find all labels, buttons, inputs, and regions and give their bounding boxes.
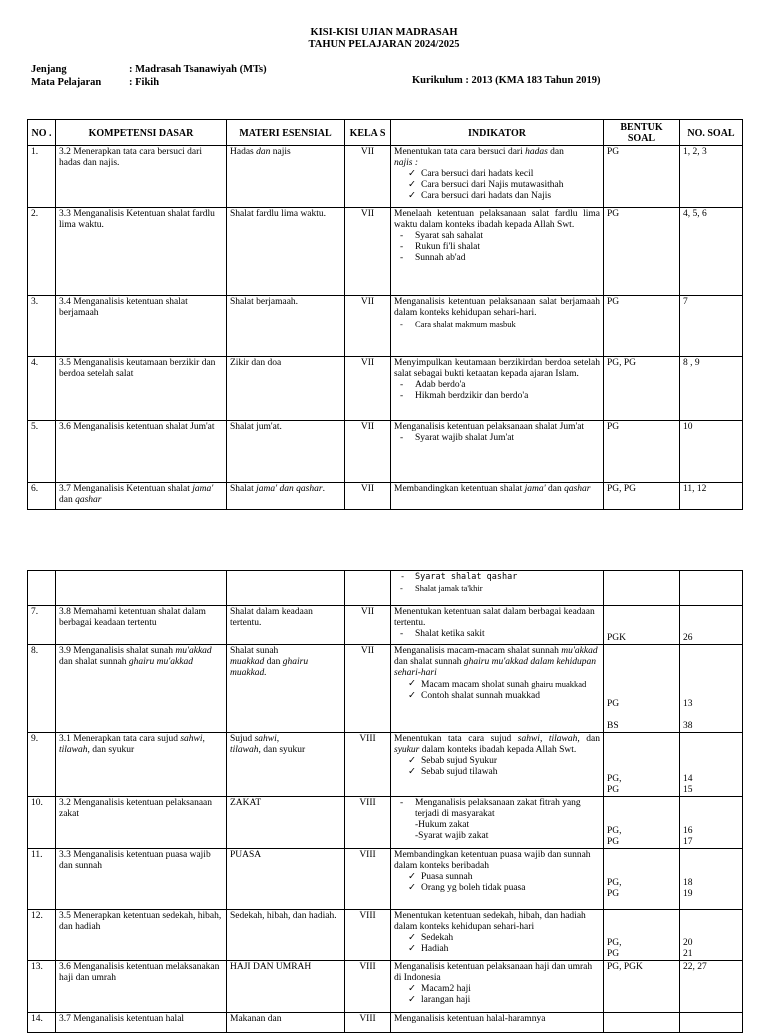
materi-text: dan — [266, 657, 281, 667]
cell-indikator — [391, 797, 604, 849]
bentuk-value: PG, — [607, 826, 622, 836]
indikator-text: qashar — [564, 484, 591, 494]
cell-materi: Makanan dan — [227, 1013, 345, 1033]
bentuk-value: BS — [607, 721, 619, 731]
kd-text: jama' — [192, 484, 214, 494]
kd-text: qashar — [75, 495, 102, 505]
list-item: ✓ Sebab sujud Syukur — [408, 756, 600, 767]
nosoal-value: 13 — [683, 699, 693, 709]
cell-indikator — [391, 961, 604, 1013]
table-row — [28, 1013, 743, 1033]
kd-text: , dan syukur — [87, 745, 135, 755]
indikator-text: hadas — [525, 147, 548, 157]
indikator-text: , — [539, 734, 543, 744]
kisi-table-page2 — [27, 570, 743, 1033]
list-item: - Sunnah ab'ad — [400, 253, 600, 264]
cell-nosoal — [680, 733, 743, 797]
sub-item: -Syarat wajib zakat — [415, 831, 489, 841]
cell-nosoal: 11, 12 — [680, 483, 743, 510]
bentuk-value: PG — [607, 889, 620, 899]
cell-no: 11. — [28, 849, 56, 910]
cell-no: 1. — [28, 146, 56, 208]
col-kompetensi-dasar: KOMPETENSI DASAR — [56, 120, 227, 146]
kd-text: sahwi — [180, 734, 203, 744]
cell-nosoal — [680, 849, 743, 910]
cell-indikator — [391, 849, 604, 910]
cell-kelas: VII — [345, 296, 391, 357]
indikator-text: Menentukan ketentuan sedekah, hibah, dan hadiah dalam konteks kehidupan sehari-hari — [394, 911, 586, 932]
cell-kd — [56, 733, 227, 797]
indikator-text: Menganalisis ketentuan pelaksanaan haji dan umrah di Indonesia — [394, 962, 593, 983]
cell-nosoal: 26 — [680, 606, 743, 645]
bentuk-value: PG, — [607, 878, 622, 888]
cell-materi: PUASA — [227, 849, 345, 910]
nosoal-value: 16 — [683, 826, 693, 836]
materi-text: , — [276, 734, 280, 744]
nosoal-value: 21 — [683, 949, 693, 959]
list-item: ✓ Cara bersuci dari hadats dan Najis — [408, 191, 600, 202]
cell-no: 13. — [28, 961, 56, 1013]
indikator-text: sahwi — [517, 734, 540, 744]
cell-materi — [227, 146, 345, 208]
cell-nosoal: 1, 2, 3 — [680, 146, 743, 208]
materi-text: . — [322, 484, 325, 494]
cell-materi: Shalat fardlu lima waktu. — [227, 208, 345, 296]
cell-bentuk: PG, PG — [604, 357, 680, 421]
materi-text: najis — [272, 147, 291, 157]
cell-kelas: VII — [345, 208, 391, 296]
cell-kelas: VII — [345, 606, 391, 645]
list-item: ✓ Sedekah — [408, 933, 600, 944]
kd-text: ghairu mu'akkad — [128, 657, 193, 667]
indikator-text: dalam konteks ibadah kepada Allah Swt. — [421, 745, 577, 755]
materi-text: Hadas — [230, 147, 254, 157]
bentuk-value: PG — [607, 837, 620, 847]
table-row — [28, 421, 743, 483]
cell-bentuk: PG — [604, 208, 680, 296]
cell-kd: 3.3 Menganalisis ketentuan puasa wajib dan sunnah — [56, 849, 227, 910]
table-header-row — [28, 120, 743, 146]
table-row — [28, 571, 743, 606]
indikator-list — [394, 169, 600, 202]
indikator-text: Membandingkan ketentuan puasa wajib dan sunnah dalam konteks beribadah — [394, 850, 591, 871]
cell-kd: 3.8 Memahami ketentuan shalat dalam berbagai keadaan tertentu — [56, 606, 227, 645]
cell-bentuk — [604, 733, 680, 797]
bentuk-value: PG, — [607, 774, 622, 784]
indikator-text: , dan — [577, 734, 601, 744]
indikator-text: Menganalisis ketentuan pelaksanaan salat berjamaah dalam konteks kehidupan sehari-hari. — [394, 297, 600, 318]
cell-indikator — [391, 421, 604, 483]
list-item: - Syarat shalat qashar — [400, 572, 600, 583]
indikator-text: syukur — [394, 745, 420, 755]
list-item: - Syarat sah sahalat — [400, 231, 600, 242]
nosoal-value: 15 — [683, 785, 693, 795]
list-item: ✓ Contoh shalat sunnah muakkad — [408, 691, 600, 702]
cell-bentuk: PG — [604, 296, 680, 357]
table-row — [28, 606, 743, 645]
list-item: ✓ Sebab sujud tilawah — [408, 767, 600, 778]
cell-no — [28, 571, 56, 606]
nosoal-value: 38 — [683, 721, 693, 731]
jenjang-label: Jenjang — [31, 64, 67, 75]
cell-no: 5. — [28, 421, 56, 483]
table-row — [28, 357, 743, 421]
materi-text: muakkad — [230, 657, 265, 667]
cell-nosoal: 8 , 9 — [680, 357, 743, 421]
cell-nosoal — [680, 645, 743, 733]
cell-bentuk — [604, 849, 680, 910]
indikator-text: Menentukan tata cara sujud — [394, 734, 512, 744]
cell-indikator — [391, 606, 604, 645]
list-item-text: ghairu muakkad — [531, 679, 587, 689]
cell-nosoal: 4, 5, 6 — [680, 208, 743, 296]
list-item: - Menganalisis pelaksanaan zakat fitrah yang terjadi di masyarakat — [400, 798, 600, 820]
cell-materi — [227, 483, 345, 510]
cell-kelas: VII — [345, 357, 391, 421]
col-kelas: KELA S — [345, 120, 391, 146]
list-item — [408, 679, 600, 691]
materi-text: dan — [256, 147, 271, 157]
list-item: ✓ Cara bersuci dari hadats kecil — [408, 169, 600, 180]
cell-materi — [227, 645, 345, 733]
cell-indikator — [391, 208, 604, 296]
indikator-text: najis : — [394, 158, 419, 168]
cell-indikator: Menganalisis ketentuan halal-haramnya — [391, 1013, 604, 1033]
col-no-soal: NO. SOAL — [680, 120, 743, 146]
nosoal-value: 19 — [683, 889, 693, 899]
cell-nosoal — [680, 1013, 743, 1033]
indikator-list — [394, 629, 600, 640]
indikator-text: Menyimpulkan keutamaan berzikirdan berdoa setelah salat sebagai bukti ketaatan kepada ajaran Islam. — [394, 358, 600, 379]
kd-text: , — [202, 734, 205, 744]
list-item: - Hikmah berdzikir dan berdo'a — [400, 391, 600, 402]
cell-no: 12. — [28, 910, 56, 961]
document-subtitle: TAHUN PELAJARAN 2024/2025 — [308, 39, 460, 50]
col-bentuk-soal: BENTUK SOAL — [604, 120, 680, 146]
indikator-list — [394, 756, 600, 778]
cell-materi: HAJI DAN UMRAH — [227, 961, 345, 1013]
mapel-label: Mata Pelajaran — [31, 77, 102, 88]
indikator-text: jama' — [524, 484, 546, 494]
cell-kelas: VII — [345, 421, 391, 483]
kisi-table-page1 — [27, 119, 743, 510]
table-row — [28, 483, 743, 510]
indikator-list — [394, 319, 600, 330]
cell-materi: Shalat dalam keadaan tertentu. — [227, 606, 345, 645]
indikator-list — [394, 433, 600, 444]
cell-nosoal: 10 — [680, 421, 743, 483]
indikator-text: dan — [550, 147, 564, 157]
table-row — [28, 849, 743, 910]
list-item: ✓ larangan haji — [408, 995, 600, 1006]
table-row — [28, 910, 743, 961]
cell-bentuk — [604, 645, 680, 733]
kurikulum-label: Kurikulum : 2013 (KMA 183 Tahun 2019) — [412, 75, 601, 86]
table-row — [28, 146, 743, 208]
cell-bentuk — [604, 910, 680, 961]
materi-text: Shalat sunah — [230, 646, 279, 656]
indikator-list — [394, 231, 600, 264]
nosoal-value: 17 — [683, 837, 693, 847]
kd-text: dan — [59, 495, 73, 505]
cell-indikator — [391, 296, 604, 357]
table-row — [28, 296, 743, 357]
cell-nosoal — [680, 797, 743, 849]
meta-left — [31, 63, 267, 89]
cell-kelas: VIII — [345, 961, 391, 1013]
cell-bentuk: PGK — [604, 606, 680, 645]
cell-nosoal: 7 — [680, 296, 743, 357]
indikator-text: tilawah — [548, 734, 578, 744]
cell-kd: 3.6 Menganalisis ketentuan melaksanakan haji dan umrah — [56, 961, 227, 1013]
col-indikator: INDIKATOR — [391, 120, 604, 146]
table-row — [28, 961, 743, 1013]
bentuk-value: PG — [607, 949, 620, 959]
cell-kd: 3.2 Menganalisis ketentuan pelaksanaan zakat — [56, 797, 227, 849]
bentuk-value: PG, — [607, 938, 622, 948]
cell-bentuk — [604, 571, 680, 606]
materi-text: jama' dan qashar — [256, 484, 323, 494]
list-item: - Shalat jamak ta'khir — [400, 583, 600, 594]
table-row — [28, 645, 743, 733]
cell-kelas: VII — [345, 483, 391, 510]
sub-item: -Hukum zakat — [415, 820, 470, 830]
cell-no: 2. — [28, 208, 56, 296]
cell-bentuk: PG, PG — [604, 483, 680, 510]
cell-kelas: VIII — [345, 797, 391, 849]
kd-text: 3.2 Menerapkan tata cara bersuci dari hadas dan najis. — [59, 147, 202, 168]
indikator-text: Menganalisis ketentuan pelaksanaan shalat Jum'at — [394, 422, 585, 432]
cell-indikator — [391, 146, 604, 208]
kd-text: 3.1 Menerapkan tata cara sujud — [59, 734, 178, 744]
kd-text: dan shalat sunnah — [59, 657, 127, 667]
col-materi-esensial: MATERI ESENSIAL — [227, 120, 345, 146]
cell-indikator — [391, 910, 604, 961]
indikator-text: Menentukan ketentuan salat dalam berbagai keadaan tertentu. — [394, 607, 595, 628]
cell-nosoal — [680, 571, 743, 606]
table-row — [28, 208, 743, 296]
cell-kd: 3.3 Menganalisis Ketentuan shalat fardlu lima waktu. — [56, 208, 227, 296]
list-item: ✓ Hadiah — [408, 944, 600, 955]
indikator-list — [394, 679, 600, 702]
cell-no: 14. — [28, 1013, 56, 1033]
materi-text: ghairu muakkad. — [230, 657, 309, 678]
indikator-list — [394, 572, 600, 594]
cell-no: 9. — [28, 733, 56, 797]
indikator-list — [394, 798, 600, 820]
list-item: - Syarat wajib shalat Jum'at — [400, 433, 600, 444]
indikator-text: Menelaah ketentuan pelaksanaan salat fardlu lima waktu dalam konteks ibadah kepada Allah Swt. — [394, 209, 600, 230]
indikator-text: Membandingkan ketentuan shalat — [394, 484, 523, 494]
cell-materi: Shalat jum'at. — [227, 421, 345, 483]
mapel-value: : Fikih — [129, 77, 160, 88]
cell-no: 10. — [28, 797, 56, 849]
cell-indikator — [391, 645, 604, 733]
cell-kelas: VIII — [345, 733, 391, 797]
cell-bentuk: PG — [604, 421, 680, 483]
kd-text: 3.9 Menganalisis shalat sunah — [59, 646, 173, 656]
cell-materi — [227, 733, 345, 797]
cell-materi: Shalat berjamaah. — [227, 296, 345, 357]
cell-indikator — [391, 483, 604, 510]
list-item: ✓ Puasa sunnah — [408, 872, 600, 883]
list-item: - Adab berdo'a — [400, 380, 600, 391]
cell-materi: Zikir dan doa — [227, 357, 345, 421]
list-item: - Shalat ketika sakit — [400, 629, 600, 640]
list-item: ✓ Orang yg boleh tidak puasa — [408, 883, 600, 894]
list-item: - Rukun fi'li shalat — [400, 242, 600, 253]
list-item: ✓ Macam2 haji — [408, 984, 600, 995]
cell-kd: 3.4 Menganalisis ketentuan shalat berjamaah — [56, 296, 227, 357]
materi-text: , dan syukur — [258, 745, 306, 755]
cell-kd: 3.5 Menganalisis keutamaan berzikir dan berdoa setelah salat — [56, 357, 227, 421]
list-item: ✓ Cara bersuci dari Najis mutawasithah — [408, 180, 600, 191]
cell-kd — [56, 645, 227, 733]
indikator-list — [394, 380, 600, 402]
kd-text: tilawah — [59, 745, 88, 755]
cell-kd — [56, 483, 227, 510]
cell-kd: 3.6 Menganalisis ketentuan shalat Jum'at — [56, 421, 227, 483]
kd-text: 3.7 Menganalisis Ketentuan shalat — [59, 484, 190, 494]
cell-no: 3. — [28, 296, 56, 357]
cell-materi: Sedekah, hibah, dan hadiah. — [227, 910, 345, 961]
cell-kelas: VIII — [345, 910, 391, 961]
cell-indikator — [391, 733, 604, 797]
materi-text: Sujud — [230, 734, 253, 744]
document-title-block — [0, 27, 768, 51]
table-row — [28, 733, 743, 797]
cell-materi — [227, 571, 345, 606]
list-item: - Cara shalat makmum masbuk — [400, 319, 600, 330]
cell-bentuk: PG — [604, 146, 680, 208]
cell-no: 7. — [28, 606, 56, 645]
cell-indikator — [391, 571, 604, 606]
cell-no: 8. — [28, 645, 56, 733]
indikator-text: Menganalisis macam-macam shalat sunnah — [394, 646, 559, 656]
cell-kd — [56, 571, 227, 606]
cell-bentuk — [604, 1013, 680, 1033]
cell-kelas — [345, 571, 391, 606]
bentuk-value: PG — [607, 785, 620, 795]
cell-bentuk: PG, PGK — [604, 961, 680, 1013]
list-item-text: Macam macam sholat sunah — [421, 680, 529, 690]
cell-kd: 3.7 Menganalisis ketentuan halal — [56, 1013, 227, 1033]
cell-materi: ZAKAT — [227, 797, 345, 849]
cell-no: 4. — [28, 357, 56, 421]
nosoal-value: 20 — [683, 938, 693, 948]
cell-kelas: VIII — [345, 849, 391, 910]
nosoal-value: 14 — [683, 774, 693, 784]
materi-text: Shalat — [230, 484, 254, 494]
document-title: KISI-KISI UJIAN MADRASAH — [310, 27, 458, 38]
cell-kelas: VIII — [345, 1013, 391, 1033]
col-no: NO . — [28, 120, 56, 146]
cell-kelas: VII — [345, 645, 391, 733]
materi-text: tilawah — [230, 745, 259, 755]
indikator-text: mu'akkad — [561, 646, 598, 656]
cell-kd — [56, 146, 227, 208]
jenjang-value: : Madrasah Tsanawiyah (MTs) — [129, 64, 267, 75]
indikator-list — [394, 933, 600, 955]
kd-text: mu'akkad — [175, 646, 212, 656]
table-row — [28, 797, 743, 849]
cell-indikator — [391, 357, 604, 421]
bentuk-value: PG — [607, 699, 620, 709]
indikator-text: Menentukan tata cara bersuci dari — [394, 147, 523, 157]
indikator-list — [394, 872, 600, 894]
cell-nosoal — [680, 910, 743, 961]
cell-kelas: VII — [345, 146, 391, 208]
cell-kd: 3.5 Menerapkan ketentuan sedekah, hibah, dan hadiah — [56, 910, 227, 961]
indikator-text: dan shalat sunnah — [394, 657, 462, 667]
indikator-text: ghairu mu'akkad dalam kehidupan sehari-hari — [394, 657, 597, 678]
indikator-text: dan — [548, 484, 562, 494]
cell-no: 6. — [28, 483, 56, 510]
cell-nosoal: 22, 27 — [680, 961, 743, 1013]
indikator-list — [394, 984, 600, 1006]
nosoal-value: 18 — [683, 878, 693, 888]
materi-text: sahwi — [254, 734, 277, 744]
cell-bentuk — [604, 797, 680, 849]
